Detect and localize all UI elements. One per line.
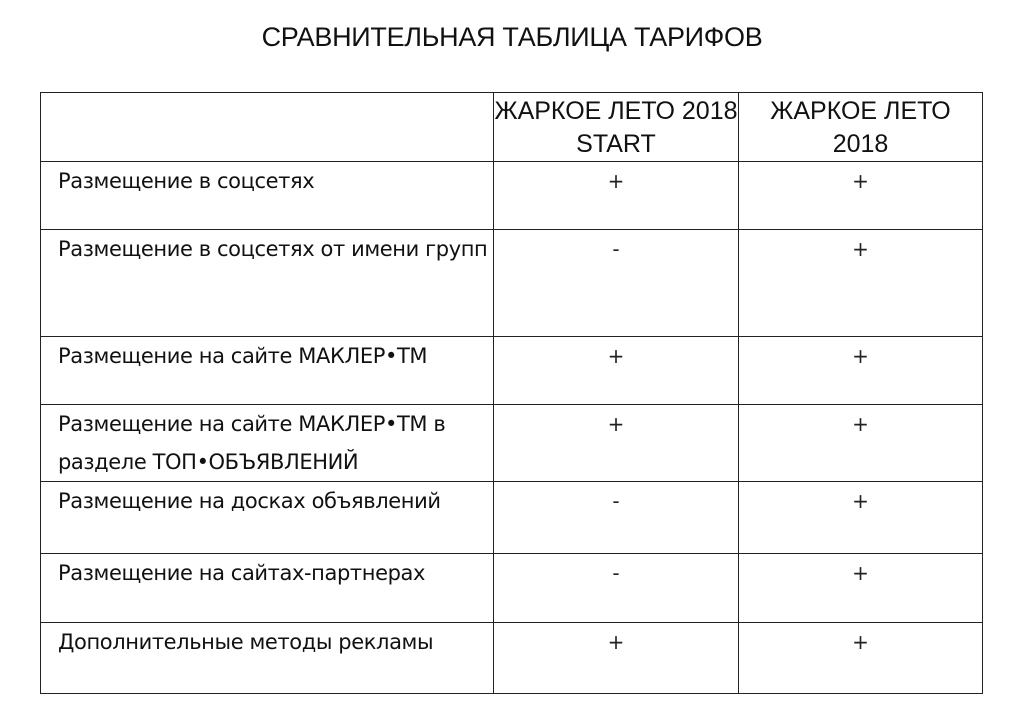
table-row: [41, 162, 983, 230]
table-header-row: [41, 93, 983, 162]
table-row: [41, 623, 983, 694]
feature-label: Размещение на сайте МАКЛЕР•ТМ в разделе ТОП•ОБЪЯВЛЕНИЙ: [41, 405, 494, 482]
start-mark: -: [494, 554, 739, 623]
tariff-comparison-table: [40, 92, 983, 694]
page-title: СРАВНИТЕЛЬНАЯ ТАБЛИЦА ТАРИФОВ: [261, 22, 763, 52]
header-blank-cell: [41, 93, 494, 162]
table-row: [41, 337, 983, 405]
full-mark: +: [739, 482, 983, 554]
feature-label: Размещение в соцсетях: [41, 162, 494, 230]
feature-label: Размещение на сайтах-партнерах: [41, 554, 494, 623]
feature-label: Дополнительные методы рекламы: [41, 623, 494, 694]
feature-label: Размещение на сайте МАКЛЕР•ТМ: [41, 337, 494, 405]
full-mark: +: [739, 623, 983, 694]
feature-label: Размещение на досках объявлений: [41, 482, 494, 554]
full-mark: +: [739, 337, 983, 405]
start-mark: +: [494, 337, 739, 405]
table-row: [41, 230, 983, 337]
start-mark: -: [494, 230, 739, 337]
column-header-start: ЖАРКОЕ ЛЕТО 2018 START: [494, 93, 739, 162]
column-header-full: ЖАРКОЕ ЛЕТО 2018: [739, 93, 983, 162]
start-mark: +: [494, 623, 739, 694]
full-mark: +: [739, 230, 983, 337]
full-mark: +: [739, 554, 983, 623]
table-row: [41, 405, 983, 482]
table-row: [41, 554, 983, 623]
full-mark: +: [739, 162, 983, 230]
start-mark: +: [494, 162, 739, 230]
feature-label: Размещение в соцсетях от имени групп: [41, 230, 494, 337]
start-mark: -: [494, 482, 739, 554]
table-row: [41, 482, 983, 554]
full-mark: +: [739, 405, 983, 482]
start-mark: +: [494, 405, 739, 482]
